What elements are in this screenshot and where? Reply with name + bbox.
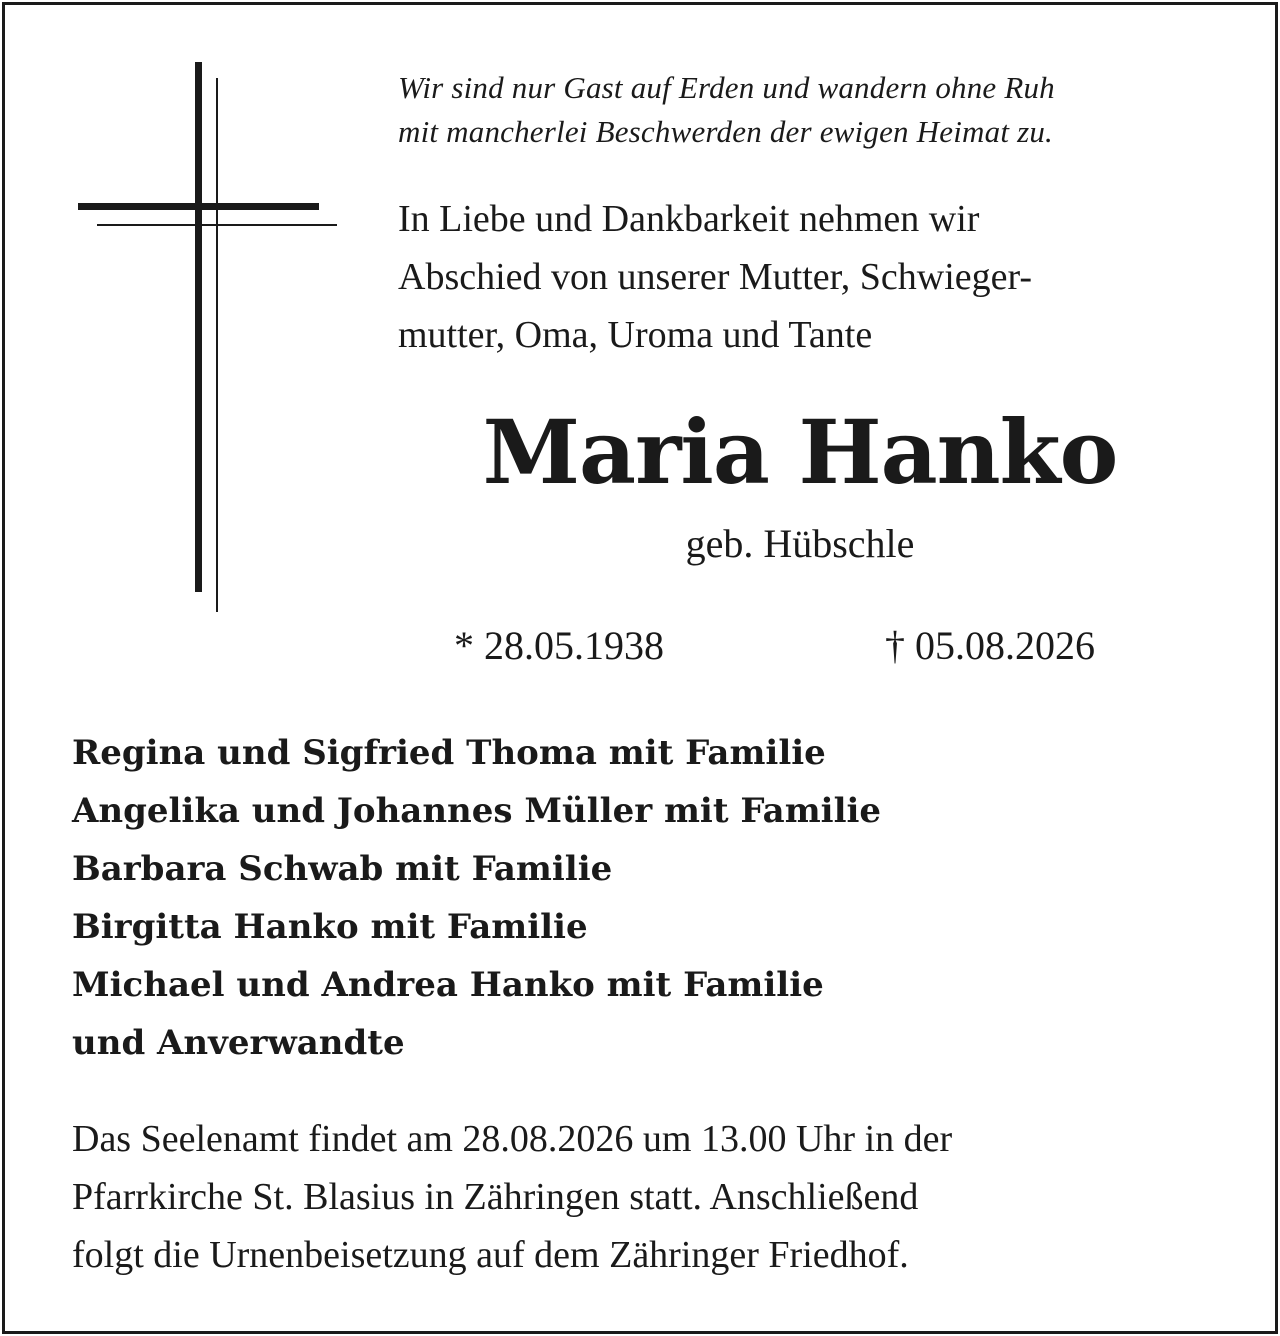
mourner-line: Angelika und Johannes Müller mit Familie bbox=[72, 791, 882, 831]
service-line: Das Seelenamt findet am 28.08.2026 um 13.00 Uhr in der bbox=[72, 1118, 953, 1160]
service-line: Pfarrkirche St. Blasius in Zähringen statt. Anschließend bbox=[72, 1176, 919, 1218]
intro-line: Abschied von unserer Mutter, Schwieger- bbox=[398, 256, 1033, 298]
motto-verse bbox=[398, 66, 1238, 154]
motto-line: mit mancherlei Beschwerden der ewigen Heimat zu. bbox=[398, 114, 1053, 149]
birth-date: * 28.05.1938 bbox=[454, 623, 664, 668]
cross-vertical-thick-bar bbox=[195, 62, 202, 592]
mourner-line: Barbara Schwab mit Familie bbox=[72, 849, 613, 889]
maiden-name: geb. Hübschle bbox=[685, 521, 915, 566]
cross-vertical-thin-bar bbox=[216, 78, 218, 612]
mourner-line: und Anverwandte bbox=[72, 1023, 405, 1063]
mourner-line: Birgitta Hanko mit Familie bbox=[72, 907, 588, 947]
intro-text bbox=[398, 190, 1238, 364]
motto-line: Wir sind nur Gast auf Erden und wandern ohne Ruh bbox=[398, 70, 1055, 105]
service-info bbox=[72, 1110, 1232, 1284]
mourner-line: Regina und Sigfried Thoma mit Familie bbox=[72, 733, 826, 773]
mourners-list bbox=[72, 724, 1222, 1072]
intro-line: In Liebe und Dankbarkeit nehmen wir bbox=[398, 198, 980, 240]
intro-line: mutter, Oma, Uroma und Tante bbox=[398, 314, 873, 356]
mourner-line: Michael und Andrea Hanko mit Familie bbox=[72, 965, 824, 1005]
death-date: † 05.08.2026 bbox=[885, 623, 1095, 668]
service-line: folgt die Urnenbeisetzung auf dem Zähringer Friedhof. bbox=[72, 1234, 909, 1276]
deceased-name: Maria Hanko bbox=[482, 400, 1118, 504]
cross-horizontal-thick-bar bbox=[78, 203, 319, 210]
cross-horizontal-thin-bar bbox=[97, 224, 337, 226]
